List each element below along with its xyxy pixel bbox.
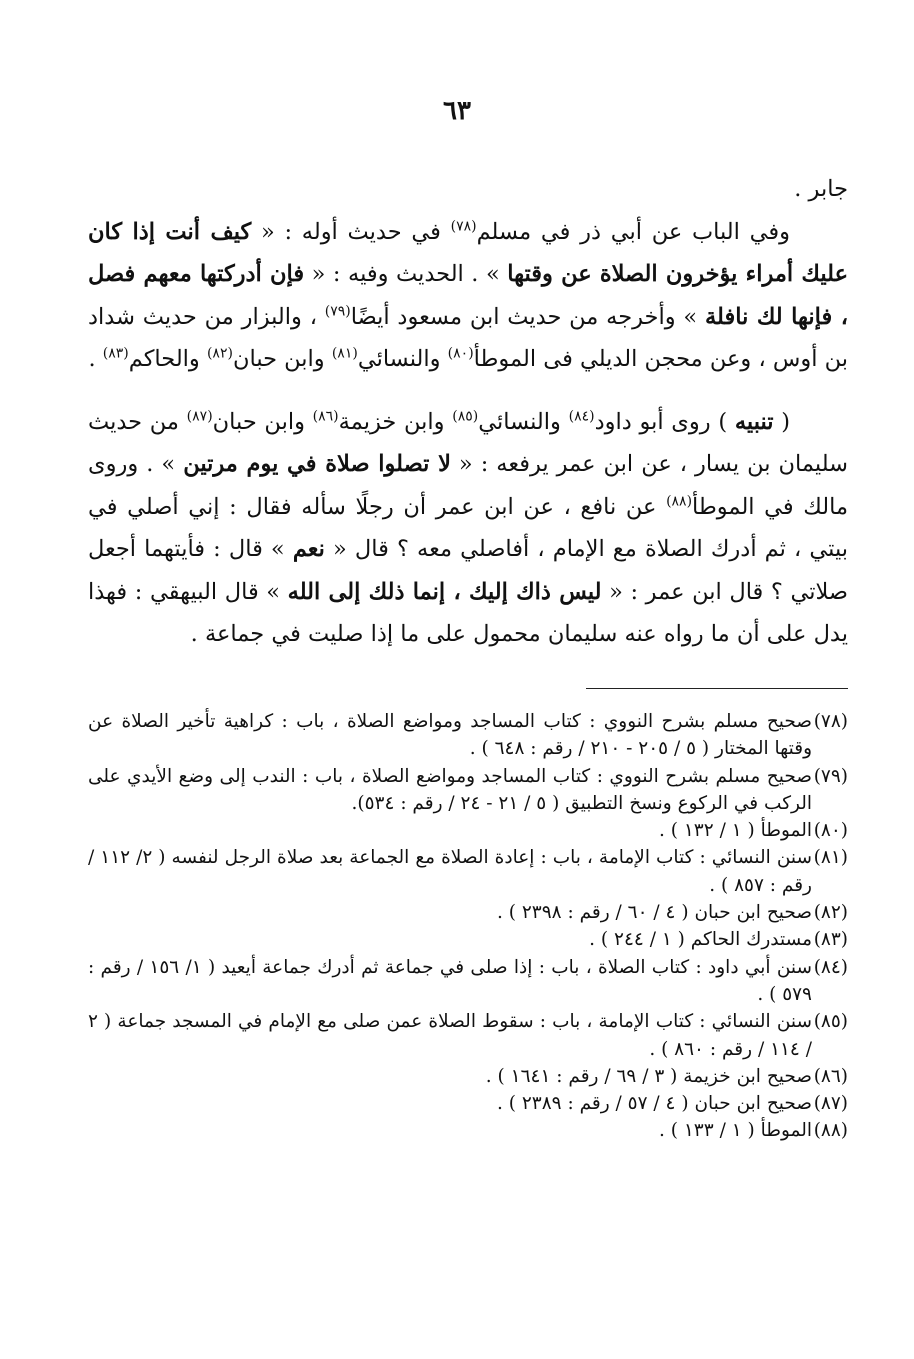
- footnote-text: صحيح ابن خزيمة ( ٣ / ٦٩ / رقم : ١٦٤١ ) .: [485, 1065, 812, 1087]
- text-run: » قال : فأيتهما أجعل صلاتي ؟ قال ابن عمر : «: [88, 536, 848, 605]
- text-run: وفي الباب عن أبي ذر في مسلم: [476, 218, 791, 245]
- text-run: وابن خزيمة: [338, 408, 453, 435]
- footnote: [88, 1117, 848, 1144]
- footnote: [88, 1008, 848, 1063]
- text-run: عن نافع ، عن ابن عمر أن رجلًا سأله فقال : إني أصلي في بيتي ، ثم أدرك الصلاة مع الإمام ، أفاصلي معه ؟ قال «: [88, 493, 848, 562]
- text-run: والنسائي: [478, 408, 569, 435]
- footnote-number: (٨٧): [813, 1093, 848, 1115]
- footnote: [88, 899, 848, 926]
- hadith-quote: نعم: [292, 536, 325, 562]
- text-run: وابن حبان: [232, 346, 332, 372]
- footnote: [88, 763, 848, 818]
- footnote-ref: (٧٩): [324, 303, 351, 319]
- footnote-number: (٧٩): [813, 765, 848, 787]
- text-run: من حديث سليمان بن يسار ، عن ابن عمر يرفعه : «: [88, 408, 848, 477]
- footnote: [88, 1090, 848, 1117]
- hadith-quote: ليس ذاك إليك ، إنما ذلك إلى الله: [287, 578, 602, 605]
- footnote-ref: (٨٢): [206, 345, 233, 362]
- text-run: (: [773, 408, 791, 435]
- footnote-text: سنن أبي داود : كتاب الصلاة ، باب : إذا صلى في جماعة ثم أدرك جماعة أيعيد ( ١/ ١٥٦ / رقم : ٥٧٩ ) .: [88, 956, 812, 1005]
- footnote: [88, 926, 848, 953]
- footnote-text: مستدرك الحاكم ( ١ / ٢٤٤ ) .: [589, 929, 812, 951]
- footnote-ref: (٨٥): [452, 408, 479, 424]
- footnote-number: (٨١): [813, 847, 848, 869]
- text-run: » وأخرجه من حديث ابن مسعود أيضًا: [350, 303, 705, 330]
- footnote-number: (٨٣): [813, 929, 848, 951]
- text-run: وابن حبان: [212, 408, 313, 435]
- hadith-quote: تنبيه: [734, 408, 774, 435]
- footnote-ref: (٨٤): [568, 408, 595, 424]
- footnote-text: سنن النسائي : كتاب الإمامة ، باب : إعادة الصلاة مع الجماعة بعد صلاة الرجل لنفسه ( ٢/ ١١٢ / رقم : ٨٥٧ ) .: [88, 847, 812, 896]
- footnote-ref: (٨٦): [312, 408, 339, 424]
- footnote: [88, 708, 848, 763]
- footnotes: [88, 708, 848, 1145]
- footnote-text: الموطأ ( ١ / ١٣٣ ) .: [659, 1120, 812, 1142]
- footnote-ref: (٨٧): [186, 408, 213, 424]
- text-run: » . وروى مالك في الموطأ: [88, 451, 848, 520]
- page-number: ٦٣: [443, 96, 471, 126]
- footnote-text: صحيح ابن حبان ( ٤ / ٥٧ / رقم : ٢٣٨٩ ) .: [496, 1093, 812, 1115]
- footnote: [88, 844, 848, 899]
- footnote: [88, 1063, 848, 1090]
- hadith-quote: كيف أنت إذا كان عليك أمراء يؤخرون الصلاة عن وقتها: [88, 218, 848, 287]
- footnote-number: (٨٠): [813, 820, 848, 842]
- text-run: » قال البيهقي : فهذا يدل على أن ما رواه عنه سليمان محمول على ما إذا صليت في جماعة .: [88, 578, 848, 647]
- footnote-text: الموطأ ( ١ / ١٣٢ ) .: [659, 820, 812, 842]
- footnote-number: (٨٥): [813, 1011, 848, 1033]
- footnote-ref: (٨٣): [102, 345, 129, 362]
- text-run: والنسائي: [357, 346, 448, 372]
- footnote-number: (٨٦): [813, 1065, 848, 1087]
- footnote-number: (٧٨): [813, 711, 848, 732]
- paragraph: [88, 211, 848, 381]
- footnote: [88, 954, 848, 1009]
- hadith-quote: لا تصلوا صلاة في يوم مرتين: [183, 451, 451, 477]
- footnote-ref: (٨٨): [666, 493, 693, 509]
- hadith-quote: فإن أدركتها معهم فصل ، فإنها لك نافلة: [88, 261, 848, 330]
- footnote-text: سنن النسائي : كتاب الإمامة ، باب : سقوط الصلاة عمن صلى مع الإمام في المسجد جماعة ( ٢ / ١١٤ / رقم : ٨٦٠ ) .: [88, 1011, 812, 1060]
- footnote-text: صحيح مسلم بشرح النووي : كتاب المساجد ومواضع الصلاة ، باب : كراهية تأخير الصلاة عن وقتها المختار ( ٥ / ٢٠٥ - ٢١٠ / رقم : ٦٤٨ ) .: [88, 711, 812, 760]
- footnote-ref: (٨١): [331, 345, 358, 362]
- main-text: [88, 168, 848, 656]
- footnote-number: (٨٨): [813, 1120, 848, 1142]
- footnote-text: صحيح مسلم بشرح النووي : كتاب المساجد ومواضع الصلاة ، باب : الندب إلى وضع الأيدي على الركب في الركوع ونسخ التطبيق ( ٥ / ٢١ - ٢٤ / رقم : ٥٣٤).: [88, 765, 812, 814]
- text-run: ، والبزار من حديث شداد بن أوس ، وعن محجن الديلي فى الموطأ: [88, 303, 848, 372]
- footnote: [88, 817, 848, 844]
- footnote-ref: (٨٠): [447, 345, 474, 362]
- footnote-ref: (٧٨): [450, 218, 477, 234]
- footnote-number: (٨٤): [813, 956, 848, 978]
- text-run: والحاكم: [128, 346, 207, 372]
- footnote-separator: [586, 688, 848, 689]
- paragraph: جابر .: [794, 176, 848, 202]
- text-run: ) روى أبو داود: [594, 408, 735, 435]
- text-run: » . الحديث وفيه : «: [304, 261, 508, 287]
- footnote-text: صحيح ابن حبان ( ٤ / ٦٠ / رقم : ٢٣٩٨ ) .: [496, 902, 812, 924]
- footnote-number: (٨٢): [813, 902, 848, 924]
- text-run: .: [88, 346, 103, 372]
- paragraph: [88, 401, 848, 656]
- text-run: في حديث أوله : «: [251, 218, 451, 245]
